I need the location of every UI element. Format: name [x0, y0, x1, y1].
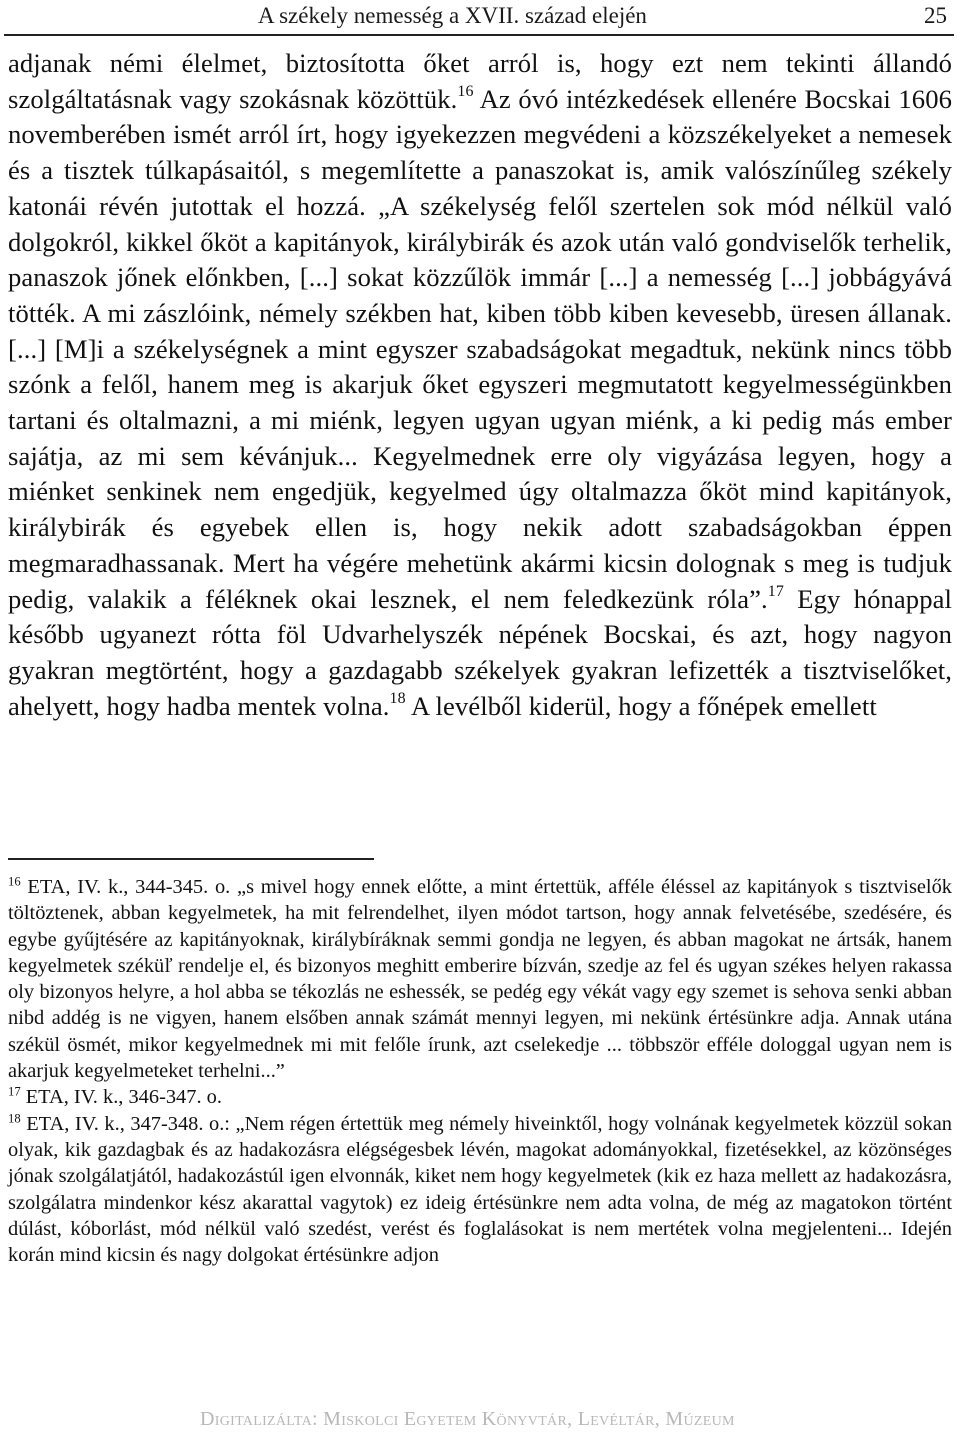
- body-text-segment: Egy hónappal később ugyanezt rótta föl Udvarhelyszék népének Bocskai, és azt, hogy nagyon gyakran megtörtént, hogy a gazdagabb székelyek gyakran lefizették a tisztviselőket, ahelyett, hogy hadba mentek volna.: [8, 583, 952, 721]
- body-text-segment: adjanak némi élelmet, biztosította őket arról is, hogy ezt nem tekinti állandó szolgáltatásnak vagy szokásnak közöttük.: [8, 48, 952, 114]
- footnote-16: [8, 874, 952, 1084]
- footnote-ref-18[interactable]: 18: [389, 689, 406, 707]
- main-text: [8, 46, 952, 724]
- footnote-text: ETA, IV. k., 346-347. o.: [20, 1086, 222, 1109]
- footnote-number: 17: [8, 1084, 21, 1099]
- running-header: [0, 0, 960, 42]
- footnote-text: ETA, IV. k., 344-345. o. „s mivel hogy ennek előtte, a mint értettük, afféle éléssel az kapitányok s tisztviselők töltöztenek, abban kegyelmetek, ha mit felrendelhet, ilyen módot tartson, hogy annak felvetésébe, szedésére, és egybe gyűjtésére az kapitányoknak, királybíráknak semmi gondja ne legyen, és abban magokat ne ártsák, hanem kegyelmetek széküľ rendelje el, és bizonyos meghitt emberire bízván, szedje az fel és ugyan székes helyen rakassa oly bizonyos helyre, a hol abba se tékozlás ne eshessék, se pedég egy vékát vagy egy szemet is sehova senki abban nibd addég is ne vigyen, hanem elsőben annak számát mennyi legyen, mi nekünk értésünkre adja. Annak utána székül ösmét, mikor kegyelmednek mi mit felőle írunk, azt cselekedje ... többször efféle dologgal ugyan nem is akarjuk kegyelmeteket terhelni...”: [8, 876, 952, 1083]
- footnote-number: 18: [8, 1111, 21, 1126]
- header-rule: [4, 34, 954, 36]
- footnote-separator: [8, 858, 374, 860]
- footnote-number: 16: [8, 874, 21, 889]
- footnote-18: [8, 1111, 952, 1269]
- body-text-segment: Az óvó intézkedések ellenére Bocskai 1606 novemberében ismét arról írt, hogy igyekezzen megvédeni a közszékelyeket a nemesek és a tisztek túlkapásaitól, s megemlítette a panaszokat is, amik valószínűleg székely katonái révén jutottak el hozzá. „A székelység felől szertelen sok mód nélkül való dolgokról, kikkel őköt a kapitányok, királybirák és azok után való gondviselők terhelik, panaszok jőnek előnkben, [...] sokat közzűlök immár [...] a nemesség [...] jobbágyává tötték. A mi zászlóink, némely székben hat, kiben több kiben kevesebb, üresen állanak. [...] [M]i a székelységnek a mint egyszer szabadságokat megadtuk, nekünk nincs több szónk a felől, hanem meg is akarjuk őket egyszeri megmutatott kegyelmességünkben tartani és oltalmazni, a mi miénk, legyen ugyan ugyan miénk, a ki pedig más ember sajátja, az mi sem kévánjuk... Kegyelmednek erre oly vigyázása legyen, hogy a miénket senkinek nem engedjük, kegyelmed úgy oltalmazza őköt mind kapitányok, királybirák és egyebek ellen is, hogy nekik adott szabadságokban éppen megmaradhassanak. Mert ha végére mehetünk akármi kicsin dolognak s meg is tudjuk pedig, valakik a féléknek okai lesznek, el nem feledkezünk róla”.: [8, 83, 952, 614]
- footnote-ref-17[interactable]: 17: [767, 582, 784, 600]
- footnote-ref-16[interactable]: 16: [457, 82, 474, 100]
- body-text-segment: A levélből kiderül, hogy a főnépek emellett: [405, 690, 877, 721]
- running-title: A székely nemesség a XVII. század elején: [258, 3, 647, 28]
- footnotes: [8, 874, 952, 1268]
- footnote-text: ETA, IV. k., 347-348. o.: „Nem régen értettük meg némely hiveinktől, hogy volnának kegyelmetek közzül sokan olyak, kik gazdagbak és az hadakozásra elégségesbek lévén, magokat adományokkal, fizetésekkel, az közönséges jónak szolgálatjától, hadakozástúl igen elvonnák, kiket nem hogy kegyelmetek (kik ez haza mellett az hadakozásra, szolgálatra mindenkor kész akarattal vagytok) ez ideig értésünkre nem adta volna, de még az magatokon történt dúlást, kóborlást, mód nélkül való szedést, verést és foglalásokat is nem mertétek volna megjelenteni... Idején korán mind kicsin és nagy dolgokat értésünkre adjon: [8, 1112, 952, 1267]
- digitization-watermark: Digitalizálta: Miskolci Egyetem Könyvtár, Levéltár, Múzeum: [200, 1408, 735, 1430]
- footnote-17: [8, 1084, 952, 1110]
- page-number: 25: [924, 3, 947, 28]
- body-paragraph: [8, 46, 952, 724]
